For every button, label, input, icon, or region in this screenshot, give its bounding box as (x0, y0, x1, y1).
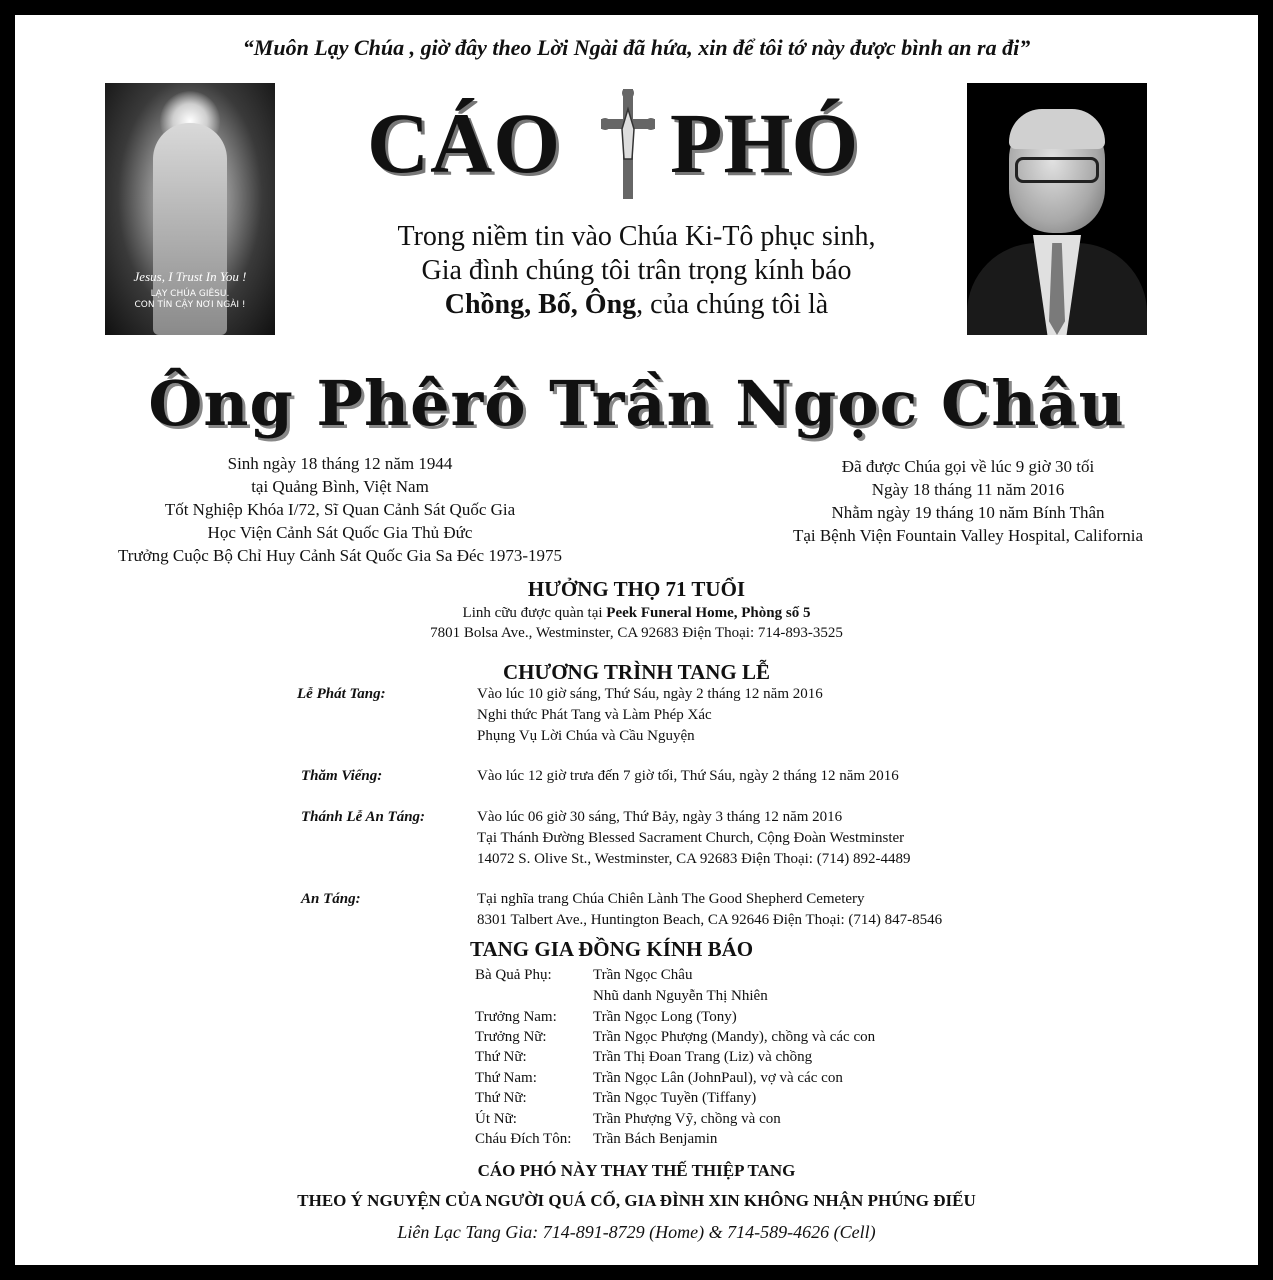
notice-replaces-card: CÁO PHÓ NÀY THAY THẾ THIỆP TANG (477, 1161, 796, 1180)
program-line: Tại nghĩa trang Chúa Chiên Lành The Good Shepherd Cemetery (477, 891, 865, 907)
intro-line-2: Gia đình chúng tôi trân trọng kính báo (421, 255, 852, 286)
family-role: Bà Quả Phụ: (475, 967, 552, 983)
program-line: Vào lúc 12 giờ trưa đến 7 giờ tối, Thứ Sáu, ngày 2 tháng 12 năm 2016 (477, 768, 899, 784)
funeral-home-name: Peek Funeral Home, Phòng số 5 (606, 605, 811, 621)
title-cao: CÁO (367, 95, 562, 191)
family-role: Cháu Đích Tôn: (475, 1131, 572, 1147)
portrait-glasses (1015, 157, 1099, 183)
image-caption-english: Jesus, I Trust In You ! (133, 269, 247, 284)
family-role: Út Nữ: (475, 1111, 517, 1127)
image-caption-line-1: LẠY CHÚA GIÊSU. (150, 289, 230, 299)
intro-relations: Chồng, Bố, Ông (444, 289, 637, 320)
image-caption-line-2: CON TÍN CẬY NƠI NGÀI ! (134, 300, 246, 310)
family-member: Trần Ngọc Long (Tony) (593, 1009, 737, 1025)
family-contact: Liên Lạc Tang Gia: 714-891-8729 (Home) & 714-589-4626 (Cell) (397, 1222, 876, 1242)
intro-line-3-rest: , của chúng tôi là (636, 289, 829, 320)
program-line: Tại Thánh Đường Blessed Sacrament Church, Cộng Đoàn Westminster (477, 830, 905, 846)
title-pho: PHÓ (670, 95, 860, 191)
birth-line: Trưởng Cuộc Bộ Chỉ Huy Cảnh Sát Quốc Gia Sa Đéc 1973-1975 (118, 546, 562, 565)
funeral-home-address: 7801 Bolsa Ave., Westminster, CA 92683 Điện Thoại: 714-893-3525 (430, 625, 843, 641)
program-line: Phụng Vụ Lời Chúa và Cầu Nguyện (477, 728, 695, 744)
death-details (713, 455, 1223, 547)
family-member: Trần Phượng Vỹ, chồng và con (593, 1111, 781, 1127)
intro-line-1: Trong niềm tin vào Chúa Ki-Tô phục sinh, (397, 221, 876, 252)
program-heading: CHƯƠNG TRÌNH TANG LỄ (502, 660, 770, 684)
age-heading: HƯỞNG THỌ 71 TUỔI (527, 577, 746, 601)
birth-line: Học Viện Cảnh Sát Quốc Gia Thủ Đức (207, 523, 473, 542)
death-line: Ngày 18 tháng 11 năm 2016 (871, 480, 1065, 499)
birth-line: Tốt Nghiệp Khóa I/72, Sĩ Quan Cảnh Sát Quốc Gia (164, 500, 516, 519)
program-label: Thánh Lễ An Táng: (301, 809, 426, 825)
program-line: Vào lúc 06 giờ 30 sáng, Thứ Bảy, ngày 3 tháng 12 năm 2016 (477, 809, 843, 825)
death-line: Nhằm ngày 19 tháng 10 năm Bính Thân (831, 503, 1105, 522)
death-line: Tại Bệnh Viện Fountain Valley Hospital, California (792, 526, 1144, 545)
program-line: Nghi thức Phát Tang và Làm Phép Xác (477, 707, 712, 723)
portrait-hair (1009, 109, 1105, 149)
family-member: Nhũ danh Nguyễn Thị Nhiên (593, 988, 768, 1004)
program-label: An Táng: (301, 891, 361, 907)
program-line: 8301 Talbert Ave., Huntington Beach, CA 92646 Điện Thoại: (714) 847-8546 (477, 912, 943, 928)
family-role: Thứ Nam: (475, 1070, 537, 1086)
scripture-quote: “Muôn Lạy Chúa , giờ đây theo Lời Ngài đã hứa, xin để tôi tớ này được bình an ra đi” (242, 35, 1031, 60)
announcement-intro (15, 220, 1258, 322)
program-label: Thăm Viếng: (301, 768, 383, 784)
obituary-page (15, 15, 1258, 1265)
program-line: 14072 S. Olive St., Westminster, CA 92683 Điện Thoại: (714) 892-4489 (477, 851, 911, 867)
deceased-name: Ông Phêrô Trần Ngọc Châu (148, 367, 1125, 440)
family-member: Trần Ngọc Tuyền (Tiffany) (593, 1090, 757, 1106)
family-role: Thứ Nữ: (475, 1090, 527, 1106)
death-line: Đã được Chúa gọi về lúc 9 giờ 30 tối (841, 457, 1095, 476)
family-heading: TANG GIA ĐỒNG KÍNH BÁO (470, 937, 754, 961)
visitation-prefix: Linh cữu được quàn tại (462, 605, 607, 621)
family-member: Trần Bách Benjamin (593, 1131, 718, 1147)
family-member: Trần Ngọc Phượng (Mandy), chồng và các con (593, 1029, 876, 1045)
notice-no-condolence-gifts: THEO Ý NGUYỆN CỦA NGƯỜI QUÁ CỐ, GIA ĐÌNH XIN KHÔNG NHẬN PHÚNG ĐIẾU (297, 1191, 976, 1210)
family-role: Trưởng Nam: (475, 1009, 557, 1025)
family-role: Thứ Nữ: (475, 1049, 527, 1065)
birth-line: Sinh ngày 18 tháng 12 năm 1944 (227, 454, 453, 473)
birth-details (65, 452, 615, 567)
program-line: Vào lúc 10 giờ sáng, Thứ Sáu, ngày 2 tháng 12 năm 2016 (477, 686, 823, 702)
family-member: Trần Thị Đoan Trang (Liz) và chồng (593, 1049, 813, 1065)
program-label: Lễ Phát Tang: (297, 686, 386, 702)
family-role: Trưởng Nữ: (475, 1029, 547, 1045)
family-member: Trần Ngọc Châu (593, 967, 693, 983)
visitation-location (15, 605, 1258, 622)
birth-line: tại Quảng Bình, Việt Nam (251, 477, 429, 496)
cross-praying-hands-icon (601, 89, 655, 199)
intro-line-3 (15, 288, 1258, 322)
family-member: Trần Ngọc Lân (JohnPaul), vợ và các con (593, 1070, 843, 1086)
